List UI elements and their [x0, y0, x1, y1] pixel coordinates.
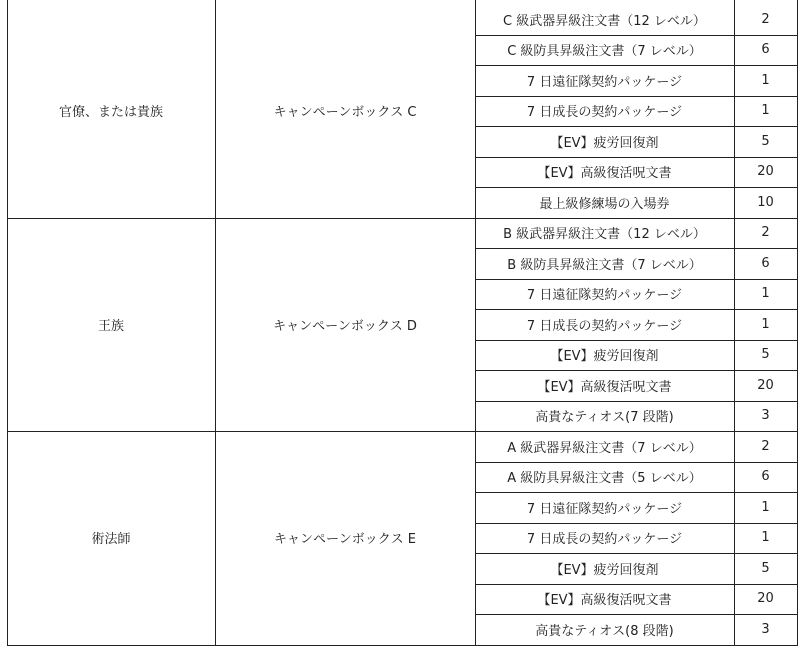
item-qty-cell: 1	[761, 499, 770, 515]
item-qty-cell: 2	[761, 11, 770, 27]
item-name-cell: 高貴なティオス(8 段階)	[535, 623, 674, 639]
row-divider	[475, 553, 798, 554]
item-qty-cell: 1	[761, 72, 770, 88]
item-name-cell: 【EV】疲労回復剤	[550, 349, 659, 365]
item-qty-cell: 6	[761, 469, 770, 485]
item-name-cell: 7 日遠征隊契約パッケージ	[526, 288, 683, 304]
item-qty-cell: 20	[757, 591, 774, 607]
item-qty-cell: 2	[761, 438, 770, 454]
box-cell: キャンペーンボックス C	[273, 105, 417, 121]
item-qty-cell: 5	[761, 133, 770, 149]
item-name-cell: 【EV】高級復活呪文書	[537, 379, 672, 395]
group-divider	[7, 218, 798, 219]
box-cell: キャンペーンボックス D	[273, 318, 417, 334]
group-divider	[7, 431, 798, 432]
item-name-cell: 【EV】疲労回復剤	[550, 135, 659, 151]
item-name-cell: 最上級修練場の入場券	[539, 196, 670, 212]
row-divider	[475, 492, 798, 493]
item-qty-cell: 10	[757, 194, 774, 210]
row-divider	[475, 187, 798, 188]
row-divider	[475, 65, 798, 66]
item-qty-cell: 20	[757, 377, 774, 393]
row-divider	[475, 157, 798, 158]
item-qty-cell: 1	[761, 530, 770, 546]
row-divider	[475, 248, 798, 249]
row-divider	[475, 401, 798, 402]
row-divider	[475, 279, 798, 280]
item-qty-cell: 3	[761, 621, 770, 637]
row-divider	[475, 584, 798, 585]
item-qty-cell: 1	[761, 316, 770, 332]
row-divider	[475, 309, 798, 310]
item-name-cell: 高貴なティオス(7 段階)	[535, 410, 674, 426]
rank-cell: 王族	[97, 318, 124, 334]
item-name-cell: A 級防具昇級注文書（5 レベル）	[507, 471, 702, 487]
item-name-cell: 【EV】高級復活呪文書	[537, 166, 672, 182]
item-qty-cell: 1	[761, 103, 770, 119]
item-name-cell: 7 日遠征隊契約パッケージ	[526, 501, 683, 517]
item-name-cell: 7 日成長の契約パッケージ	[526, 318, 683, 334]
item-qty-cell: 2	[761, 225, 770, 241]
item-name-cell: 【EV】疲労回復剤	[550, 562, 659, 578]
item-name-cell: 【EV】高級復活呪文書	[537, 593, 672, 609]
item-qty-cell: 1	[761, 286, 770, 302]
item-qty-cell: 6	[761, 255, 770, 271]
row-divider	[475, 35, 798, 36]
row-divider	[475, 340, 798, 341]
item-name-cell: B 級武器昇級注文書（12 レベル）	[503, 227, 706, 243]
item-name-cell: 7 日遠征隊契約パッケージ	[526, 74, 683, 90]
box-cell: キャンペーンボックス E	[274, 532, 416, 548]
row-divider	[475, 96, 798, 97]
item-name-cell: C 級防具昇級注文書（7 レベル）	[507, 44, 702, 60]
item-name-cell: 7 日成長の契約パッケージ	[526, 532, 683, 548]
row-divider	[475, 614, 798, 615]
rank-cell: 術法師	[91, 532, 131, 548]
row-divider	[475, 462, 798, 463]
row-divider	[475, 370, 798, 371]
item-qty-cell: 3	[761, 408, 770, 424]
table-bottom-border	[7, 645, 798, 646]
item-name-cell: A 級武器昇級注文書（7 レベル）	[507, 440, 702, 456]
item-qty-cell: 20	[757, 164, 774, 180]
item-name-cell: C 級武器昇級注文書（12 レベル）	[503, 13, 706, 29]
rank-cell: 官僚、または貴族	[58, 105, 163, 121]
row-divider	[475, 126, 798, 127]
item-qty-cell: 6	[761, 42, 770, 58]
row-divider	[475, 523, 798, 524]
item-name-cell: B 級防具昇級注文書（7 レベル）	[507, 257, 702, 273]
item-qty-cell: 5	[761, 347, 770, 363]
item-name-cell: 7 日成長の契約パッケージ	[526, 105, 683, 121]
item-qty-cell: 5	[761, 560, 770, 576]
